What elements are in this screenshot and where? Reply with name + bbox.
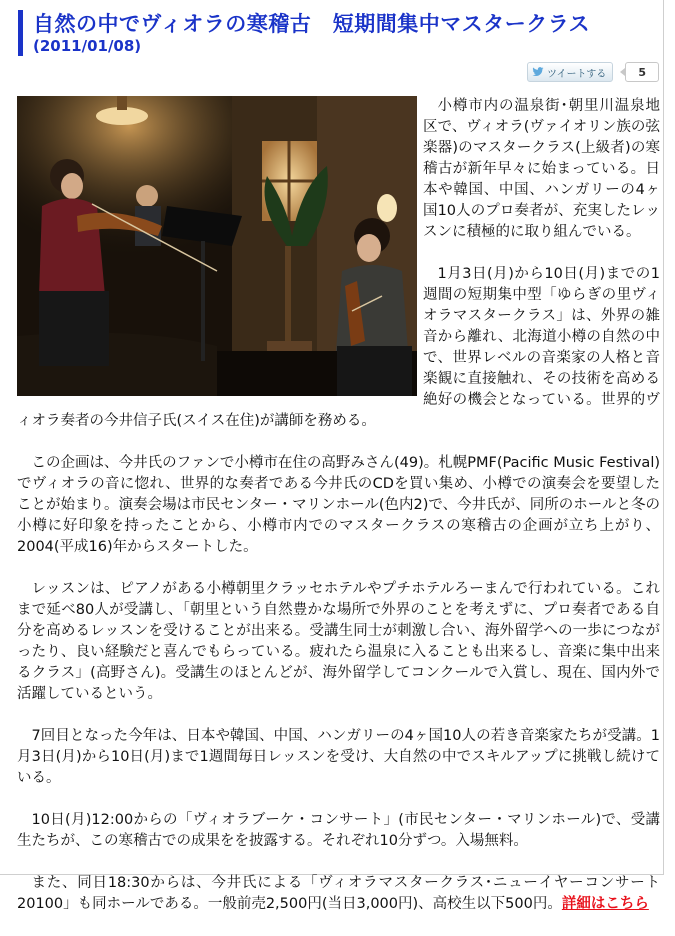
tweet-widget xyxy=(527,62,659,82)
article-paragraph: 7回目となった今年は、日本や韓国、中国、ハンガリーの4ヶ国10人の若き音楽家たちが受講。1月3日(月)から10日(月)まで1週間毎日レッスンを受け、大自然の中でスキルアップに挑戦し続けている。 xyxy=(17,728,660,786)
article-paragraph: 小樽市内の温泉街･朝里川温泉地区で、ヴィオラ(ヴァイオリン族の弦楽器)のマスタークラス(上級者)の寒稽古が新年早々に始まっている。日本や韓国、中国、ハンガリーの4ヶ国10人のプロ奏者が、充実したレッスンに積極的に取り組んでいる。 xyxy=(423,98,660,240)
tweet-count[interactable]: 5 xyxy=(625,62,659,82)
twitter-bird-icon xyxy=(532,67,544,77)
article-paragraph: 1月3日(月)から10日(月)までの1週間の短期集中型「ゆらぎの里ヴィオラマスタークラス」は、外界の雑音から離れ、北海道小樽の自然の中で、世界レベルの音楽家の人格と音楽観に直接触れ、その技術を高める絶好の機会となっている。世界的ヴィオラ奏者の今井信子氏(スイス在住)が講師を務める。 xyxy=(17,266,660,429)
tweet-button-label: ツイートする xyxy=(547,68,607,80)
details-link[interactable]: 詳細はこちら xyxy=(561,896,649,912)
photo-float-spacer xyxy=(17,96,423,398)
article-paragraph: レッスンは、ピアノがある小樽朝里クラッセホテルやプチホテルろーまんで行われている。これまで延べ80人が受講し、「朝里という自然豊かな場所で外界のことを考えずに、プロ奏者である自分を高めるレッスンを受けることが出来る。受講生同士が刺激し合い、海外留学への一歩につながったり、良い経験だと喜んでもらっている。疲れたら温泉に入ることも出来るし、音楽に集中出来るクラス」(高野さん)。受講生のほとんどが、海外留学してコンクールで入賞し、現在、国内外で活躍しているという。 xyxy=(17,581,660,702)
article-title: 自然の中でヴィオラの寒稽古 短期間集中マスタークラス xyxy=(33,12,591,36)
last-paragraph-text: また、同日18:30からは、今井氏による「ヴィオラマスタークラス･ニューイヤーコンサート20100」も同ホールである。一般前売2,500円(当日3,000円)、高校生以下500円。 xyxy=(17,875,660,912)
article-paragraph-last xyxy=(17,873,660,915)
article-body xyxy=(17,96,660,936)
article-date: (2011/01/08) xyxy=(33,37,142,55)
tweet-button[interactable] xyxy=(527,62,613,82)
title-accent-bar xyxy=(18,10,23,56)
article-paragraph: 10日(月)12:00からの「ヴィオラブーケ・コンサート」(市民センター・マリンホール)で、受講生たちが、この寒稽古での成果をを披露する。それぞれ10分ずつ。入場無料。 xyxy=(17,812,660,849)
article-paragraph: この企画は、今井氏のファンで小樽市在住の高野みさん(49)。札幌PMF(Pacific Music Festival)でヴィオラの音に惚れ、世界的な奏者である今井氏のCDを買い集め、小樽での演奏会を要望したことが始まり。演奏会場は市民センター・マリンホール(色内2)で、今井氏が、同所のホールと冬の小樽に好印象を持ったことから、小樽市内でのマスタークラスの寒稽古の企画が立ち上がり、2004(平成16)年からスタートした。 xyxy=(17,455,660,555)
